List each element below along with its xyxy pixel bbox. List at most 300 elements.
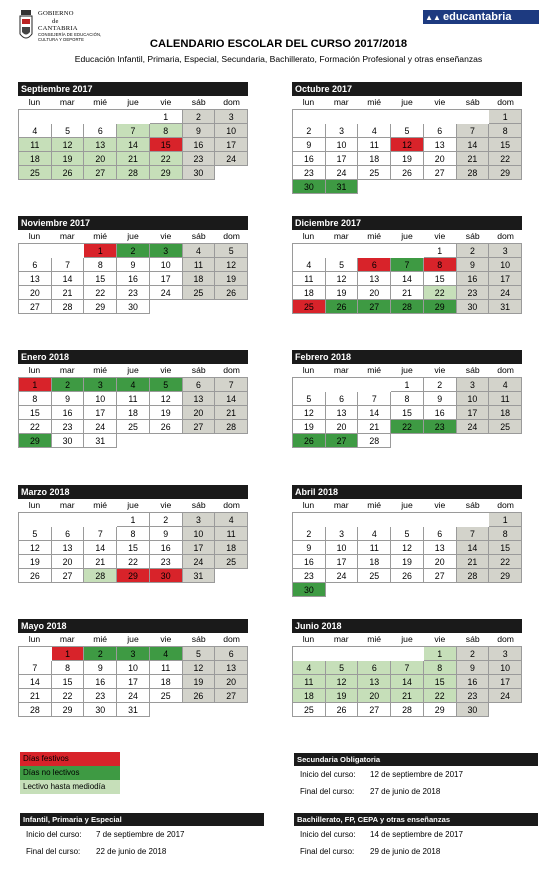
weekday-label: sáb	[191, 231, 206, 241]
day-cell: 21	[457, 152, 490, 166]
day-cell: 13	[52, 541, 85, 555]
day-cell: 6	[424, 527, 457, 541]
day-cell: 7	[358, 392, 391, 406]
row-label: Inicio del curso:	[26, 830, 82, 839]
day-cell: 12	[391, 138, 424, 152]
day-cell: 1	[489, 513, 522, 527]
weekday-label: vie	[160, 500, 172, 510]
day-cell: 15	[150, 138, 183, 152]
day-cell: 11	[117, 392, 150, 406]
day-cell: 12	[215, 258, 248, 272]
day-cell: 3	[183, 513, 216, 527]
day-cell: 14	[52, 272, 85, 286]
day-cell: 19	[326, 689, 359, 703]
day-cell: 23	[457, 689, 490, 703]
day-cell: 13	[326, 406, 359, 420]
day-cell: 12	[391, 541, 424, 555]
day-cell: 5	[326, 661, 359, 675]
month-1	[292, 82, 522, 194]
empty-cell	[326, 244, 359, 258]
day-cell: 12	[326, 675, 359, 689]
day-cell: 19	[293, 420, 326, 434]
day-cell: 10	[117, 661, 150, 675]
empty-cell	[326, 583, 359, 597]
day-cell: 21	[391, 689, 424, 703]
day-cell: 9	[84, 661, 117, 675]
empty-cell	[326, 513, 359, 527]
day-cell: 17	[489, 272, 522, 286]
empty-cell	[52, 110, 85, 124]
day-cell: 23	[293, 166, 326, 180]
weekday-label: mié	[93, 634, 108, 644]
weekday-label: dom	[223, 634, 240, 644]
day-cell: 13	[215, 661, 248, 675]
empty-cell	[150, 703, 183, 717]
weekday-label: lun	[28, 634, 41, 644]
day-cell: 9	[293, 541, 326, 555]
day-cell: 30	[293, 180, 326, 194]
day-cell: 3	[84, 378, 117, 392]
legend-non-teaching: Días no lectivos	[20, 766, 120, 780]
day-cell: 24	[117, 689, 150, 703]
day-cell: 4	[293, 258, 326, 272]
day-cell: 18	[19, 152, 52, 166]
day-cell: 11	[489, 392, 522, 406]
day-cell: 28	[215, 420, 248, 434]
day-cell: 2	[457, 244, 490, 258]
day-cell: 4	[358, 124, 391, 138]
row-label: Inicio del curso:	[300, 830, 356, 839]
weekday-label: mar	[333, 634, 349, 644]
empty-cell	[424, 513, 457, 527]
month-title: Diciembre 2017	[292, 216, 522, 230]
day-cell: 10	[489, 661, 522, 675]
day-cell: 8	[84, 258, 117, 272]
day-cell: 29	[117, 569, 150, 583]
day-cell: 25	[215, 555, 248, 569]
month-title: Abril 2018	[292, 485, 522, 499]
day-cell: 11	[150, 661, 183, 675]
empty-cell	[293, 513, 326, 527]
empty-cell	[391, 583, 424, 597]
day-cell: 19	[391, 152, 424, 166]
day-cell: 25	[489, 420, 522, 434]
empty-cell	[215, 300, 248, 314]
day-cell: 8	[150, 124, 183, 138]
day-cell: 20	[358, 689, 391, 703]
bachillerato-box	[294, 813, 538, 860]
weekday-label: sáb	[465, 365, 480, 375]
day-cell: 15	[489, 138, 522, 152]
weekday-label: dom	[223, 500, 240, 510]
box-row	[20, 826, 264, 843]
day-cell: 17	[84, 406, 117, 420]
day-cell: 18	[117, 406, 150, 420]
day-cell: 6	[183, 378, 216, 392]
day-cell: 10	[457, 392, 490, 406]
empty-cell	[19, 647, 52, 661]
day-cell: 20	[84, 152, 117, 166]
day-cell: 2	[424, 378, 457, 392]
weekday-label: mié	[367, 97, 382, 107]
day-cell: 1	[391, 378, 424, 392]
day-cell: 5	[150, 378, 183, 392]
day-cell: 22	[424, 689, 457, 703]
day-cell: 22	[84, 286, 117, 300]
empty-cell	[391, 110, 424, 124]
day-cell: 5	[183, 647, 216, 661]
day-cell: 16	[424, 406, 457, 420]
empty-cell	[183, 703, 216, 717]
empty-cell	[391, 513, 424, 527]
day-cell: 17	[117, 675, 150, 689]
day-grid	[292, 377, 522, 448]
day-cell: 4	[19, 124, 52, 138]
day-cell: 17	[489, 675, 522, 689]
day-cell: 7	[52, 258, 85, 272]
row-label: Final del curso:	[300, 847, 355, 856]
day-cell: 8	[52, 661, 85, 675]
weekday-label: dom	[223, 231, 240, 241]
day-cell: 25	[150, 689, 183, 703]
day-cell: 7	[84, 527, 117, 541]
empty-cell	[19, 513, 52, 527]
day-cell: 26	[293, 434, 326, 448]
weekday-label: mar	[59, 365, 75, 375]
day-cell: 24	[183, 555, 216, 569]
day-cell: 18	[358, 152, 391, 166]
day-cell: 29	[489, 569, 522, 583]
weekday-label: dom	[497, 365, 514, 375]
row-value: 12 de septiembre de 2017	[370, 770, 463, 779]
weekday-label: lun	[302, 365, 315, 375]
day-cell: 7	[391, 661, 424, 675]
day-grid	[292, 109, 522, 194]
day-cell: 22	[391, 420, 424, 434]
empty-cell	[358, 378, 391, 392]
day-cell: 29	[424, 300, 457, 314]
day-cell: 4	[489, 378, 522, 392]
day-cell: 20	[358, 286, 391, 300]
day-cell: 14	[19, 675, 52, 689]
day-cell: 19	[150, 406, 183, 420]
month-title: Septiembre 2017	[18, 82, 248, 96]
day-cell: 30	[150, 569, 183, 583]
empty-cell	[19, 110, 52, 124]
day-cell: 6	[19, 258, 52, 272]
empty-cell	[457, 434, 490, 448]
weekday-label: lun	[302, 500, 315, 510]
row-value: 27 de junio de 2018	[370, 787, 441, 796]
day-cell: 5	[19, 527, 52, 541]
day-cell: 9	[293, 138, 326, 152]
weekday-label: mar	[333, 500, 349, 510]
empty-cell	[424, 180, 457, 194]
month-4	[18, 350, 248, 448]
day-cell: 30	[457, 703, 490, 717]
day-cell: 24	[489, 689, 522, 703]
day-cell: 24	[215, 152, 248, 166]
empty-cell	[150, 434, 183, 448]
weekday-label: vie	[160, 231, 172, 241]
month-9	[292, 619, 522, 717]
day-cell: 18	[489, 406, 522, 420]
empty-cell	[457, 513, 490, 527]
day-cell: 30	[117, 300, 150, 314]
day-cell: 22	[424, 286, 457, 300]
day-cell: 19	[391, 555, 424, 569]
day-cell: 2	[183, 110, 216, 124]
day-cell: 16	[293, 152, 326, 166]
day-cell: 1	[19, 378, 52, 392]
day-cell: 9	[424, 392, 457, 406]
empty-cell	[293, 244, 326, 258]
day-cell: 12	[19, 541, 52, 555]
day-cell: 31	[117, 703, 150, 717]
weekday-label: dom	[497, 97, 514, 107]
weekday-label: mié	[367, 634, 382, 644]
day-cell: 10	[326, 138, 359, 152]
day-cell: 19	[52, 152, 85, 166]
day-cell: 21	[457, 555, 490, 569]
day-cell: 4	[150, 647, 183, 661]
day-cell: 8	[424, 661, 457, 675]
day-cell: 28	[358, 434, 391, 448]
day-cell: 14	[215, 392, 248, 406]
day-cell: 15	[52, 675, 85, 689]
day-cell: 28	[84, 569, 117, 583]
box-row	[294, 843, 538, 860]
empty-cell	[52, 244, 85, 258]
weekday-label: dom	[497, 500, 514, 510]
day-cell: 7	[457, 124, 490, 138]
day-cell: 21	[391, 286, 424, 300]
day-cell: 20	[424, 152, 457, 166]
secundaria-box	[294, 753, 538, 800]
day-cell: 26	[326, 703, 359, 717]
day-cell: 28	[457, 569, 490, 583]
box-row	[20, 843, 264, 860]
day-cell: 31	[326, 180, 359, 194]
day-cell: 11	[19, 138, 52, 152]
empty-cell	[457, 180, 490, 194]
day-cell: 12	[293, 406, 326, 420]
day-cell: 5	[391, 124, 424, 138]
day-cell: 15	[424, 675, 457, 689]
weekday-label: mié	[93, 500, 108, 510]
month-title: Febrero 2018	[292, 350, 522, 364]
day-cell: 19	[215, 272, 248, 286]
box-row	[294, 783, 538, 800]
day-cell: 26	[19, 569, 52, 583]
educantabria-logo[interactable]	[423, 10, 539, 24]
day-cell: 30	[84, 703, 117, 717]
day-cell: 17	[326, 152, 359, 166]
empty-cell	[326, 647, 359, 661]
day-cell: 20	[19, 286, 52, 300]
legend-half-day: Lectivo hasta mediodía	[20, 780, 120, 794]
day-cell: 17	[326, 555, 359, 569]
month-title: Junio 2018	[292, 619, 522, 633]
empty-cell	[183, 300, 216, 314]
weekday-label: mié	[367, 365, 382, 375]
day-cell: 13	[84, 138, 117, 152]
day-cell: 1	[150, 110, 183, 124]
day-cell: 5	[326, 258, 359, 272]
empty-cell	[183, 434, 216, 448]
empty-cell	[117, 110, 150, 124]
month-title: Octubre 2017	[292, 82, 522, 96]
day-cell: 7	[457, 527, 490, 541]
day-cell: 15	[424, 272, 457, 286]
weekday-label: jue	[401, 231, 413, 241]
day-cell: 24	[326, 569, 359, 583]
empty-cell	[489, 583, 522, 597]
empty-cell	[326, 110, 359, 124]
day-cell: 5	[215, 244, 248, 258]
day-cell: 31	[84, 434, 117, 448]
empty-cell	[84, 513, 117, 527]
page-header	[0, 0, 557, 70]
day-cell: 30	[52, 434, 85, 448]
day-cell: 14	[391, 675, 424, 689]
legend-holidays: Días festivos	[20, 752, 120, 766]
day-cell: 6	[52, 527, 85, 541]
day-cell: 25	[19, 166, 52, 180]
day-cell: 10	[215, 124, 248, 138]
day-cell: 15	[117, 541, 150, 555]
weekday-label: lun	[28, 97, 41, 107]
box-title: Secundaria Obligatoria	[294, 753, 538, 766]
row-value: 14 de septiembre de 2017	[370, 830, 463, 839]
row-label: Inicio del curso:	[300, 770, 356, 779]
weekday-label: jue	[401, 500, 413, 510]
day-cell: 23	[117, 286, 150, 300]
day-cell: 14	[457, 541, 490, 555]
day-cell: 28	[19, 703, 52, 717]
empty-cell	[489, 434, 522, 448]
day-cell: 12	[52, 138, 85, 152]
day-cell: 22	[489, 555, 522, 569]
weekday-label: mié	[93, 365, 108, 375]
weekday-label: sáb	[465, 500, 480, 510]
day-cell: 2	[84, 647, 117, 661]
month-8	[18, 619, 248, 717]
day-cell: 29	[52, 703, 85, 717]
weekday-label: vie	[434, 97, 446, 107]
day-cell: 24	[84, 420, 117, 434]
day-cell: 28	[117, 166, 150, 180]
day-cell: 18	[150, 675, 183, 689]
day-cell: 4	[293, 661, 326, 675]
month-title: Enero 2018	[18, 350, 248, 364]
month-3	[292, 216, 522, 314]
empty-cell	[358, 647, 391, 661]
weekday-label: jue	[127, 97, 139, 107]
weekday-label: lun	[28, 231, 41, 241]
day-cell: 4	[215, 513, 248, 527]
day-cell: 2	[150, 513, 183, 527]
day-cell: 26	[391, 569, 424, 583]
day-cell: 1	[424, 244, 457, 258]
day-cell: 20	[215, 675, 248, 689]
day-cell: 27	[424, 569, 457, 583]
day-cell: 12	[326, 272, 359, 286]
day-cell: 7	[117, 124, 150, 138]
day-cell: 29	[84, 300, 117, 314]
day-cell: 5	[293, 392, 326, 406]
day-cell: 27	[19, 300, 52, 314]
day-cell: 9	[457, 661, 490, 675]
day-cell: 26	[326, 300, 359, 314]
day-cell: 10	[150, 258, 183, 272]
day-cell: 25	[293, 703, 326, 717]
day-cell: 22	[150, 152, 183, 166]
day-cell: 29	[19, 434, 52, 448]
day-cell: 19	[326, 286, 359, 300]
legend	[20, 752, 120, 794]
day-cell: 23	[293, 569, 326, 583]
weekday-label: mié	[93, 231, 108, 241]
empty-cell	[215, 166, 248, 180]
day-cell: 23	[84, 689, 117, 703]
day-cell: 28	[391, 703, 424, 717]
empty-cell	[358, 244, 391, 258]
day-cell: 25	[293, 300, 326, 314]
weekday-label: vie	[434, 231, 446, 241]
weekday-label: dom	[497, 231, 514, 241]
empty-cell	[391, 647, 424, 661]
empty-cell	[215, 703, 248, 717]
weekday-label: jue	[127, 365, 139, 375]
day-cell: 9	[117, 258, 150, 272]
day-cell: 28	[391, 300, 424, 314]
weekday-label: dom	[223, 97, 240, 107]
day-cell: 4	[358, 527, 391, 541]
day-cell: 13	[358, 675, 391, 689]
day-cell: 20	[424, 555, 457, 569]
empty-cell	[424, 110, 457, 124]
weekday-label: vie	[160, 634, 172, 644]
weekday-label: sáb	[191, 634, 206, 644]
empty-cell	[293, 110, 326, 124]
day-cell: 22	[52, 689, 85, 703]
empty-cell	[358, 180, 391, 194]
day-grid	[18, 512, 248, 583]
empty-cell	[215, 434, 248, 448]
day-cell: 20	[183, 406, 216, 420]
day-cell: 25	[358, 166, 391, 180]
empty-cell	[489, 703, 522, 717]
day-cell: 28	[52, 300, 85, 314]
day-cell: 14	[358, 406, 391, 420]
day-cell: 27	[52, 569, 85, 583]
day-cell: 12	[150, 392, 183, 406]
day-cell: 27	[424, 166, 457, 180]
day-cell: 16	[117, 272, 150, 286]
day-cell: 3	[215, 110, 248, 124]
day-cell: 29	[489, 166, 522, 180]
day-cell: 13	[358, 272, 391, 286]
weekday-label: jue	[127, 500, 139, 510]
empty-cell	[391, 434, 424, 448]
day-cell: 27	[326, 434, 359, 448]
day-cell: 17	[150, 272, 183, 286]
day-cell: 6	[424, 124, 457, 138]
empty-cell	[457, 110, 490, 124]
weekday-label: sáb	[191, 500, 206, 510]
day-cell: 1	[424, 647, 457, 661]
